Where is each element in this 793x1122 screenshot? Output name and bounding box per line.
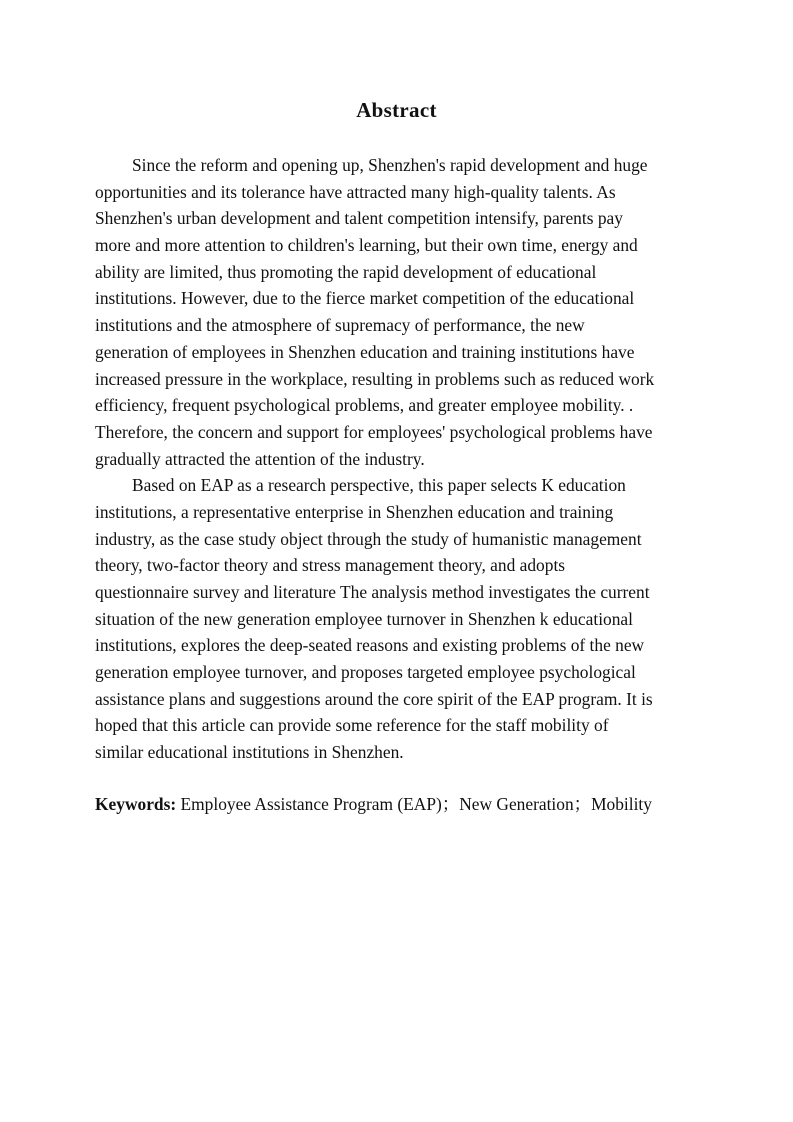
paragraph-line: gradually attracted the attention of the industry. bbox=[95, 448, 425, 469]
paragraph-line: situation of the new generation employee turnover in Shenzhen k educational bbox=[95, 608, 633, 629]
keyword-item: Mobility bbox=[591, 794, 652, 814]
paragraph-line: questionnaire survey and literature The analysis method investigates the current bbox=[95, 582, 650, 602]
paragraph-line: Therefore, the concern and support for employees' psychological problems have bbox=[95, 421, 653, 442]
paragraph-line: Based on EAP as a research perspective, this paper selects K education bbox=[132, 475, 626, 496]
paragraph-line: Since the reform and opening up, Shenzhen's rapid development and huge bbox=[132, 155, 648, 175]
paragraph-line: similar educational institutions in Shenzhen. bbox=[95, 742, 404, 763]
paragraph-line: assistance plans and suggestions around the core spirit of the EAP program. It is bbox=[95, 688, 653, 709]
keyword-separator: ； bbox=[573, 794, 592, 814]
paragraph-line: efficiency, frequent psychological problems, and greater employee mobility. . bbox=[95, 395, 634, 416]
paragraph-line: institutions, explores the deep-seated reasons and existing problems of the new bbox=[95, 635, 645, 656]
paragraph-line: generation of employees in Shenzhen education and training institutions have bbox=[95, 341, 635, 362]
abstract-paragraph-2 bbox=[95, 472, 700, 766]
abstract-title: Abstract bbox=[356, 98, 437, 122]
keyword-separator: ； bbox=[441, 794, 460, 814]
paragraph-line: institutions. However, due to the fierce market competition of the educational bbox=[95, 288, 635, 309]
paragraph-line: industry, as the case study object through the study of humanistic management bbox=[95, 528, 642, 549]
abstract-paragraph-1 bbox=[95, 152, 700, 472]
keyword-item: Employee Assistance Program (EAP) bbox=[180, 794, 442, 814]
paragraph-line: hoped that this article can provide some reference for the staff mobility of bbox=[95, 715, 609, 736]
paragraph-line: increased pressure in the workplace, resulting in problems such as reduced work bbox=[95, 368, 655, 389]
paragraph-line: institutions, a representative enterprise in Shenzhen education and training bbox=[95, 501, 614, 522]
paragraph-line: more and more attention to children's learning, but their own time, energy and bbox=[95, 235, 638, 256]
keywords-label: Keywords: bbox=[95, 794, 177, 814]
keywords-line bbox=[95, 791, 735, 817]
paragraph-line: ability are limited, thus promoting the rapid development of educational bbox=[95, 261, 597, 282]
paragraph-line: generation employee turnover, and proposes targeted employee psychological bbox=[95, 662, 636, 683]
paragraph-line: opportunities and its tolerance have attracted many high-quality talents. As bbox=[95, 181, 616, 202]
abstract-body bbox=[95, 152, 700, 766]
keyword-item: New Generation bbox=[459, 794, 574, 814]
paragraph-line: Shenzhen's urban development and talent competition intensify, parents pay bbox=[95, 208, 623, 229]
paragraph-line: theory, two-factor theory and stress management theory, and adopts bbox=[95, 555, 566, 576]
paragraph-line: institutions and the atmosphere of supremacy of performance, the new bbox=[95, 315, 585, 336]
